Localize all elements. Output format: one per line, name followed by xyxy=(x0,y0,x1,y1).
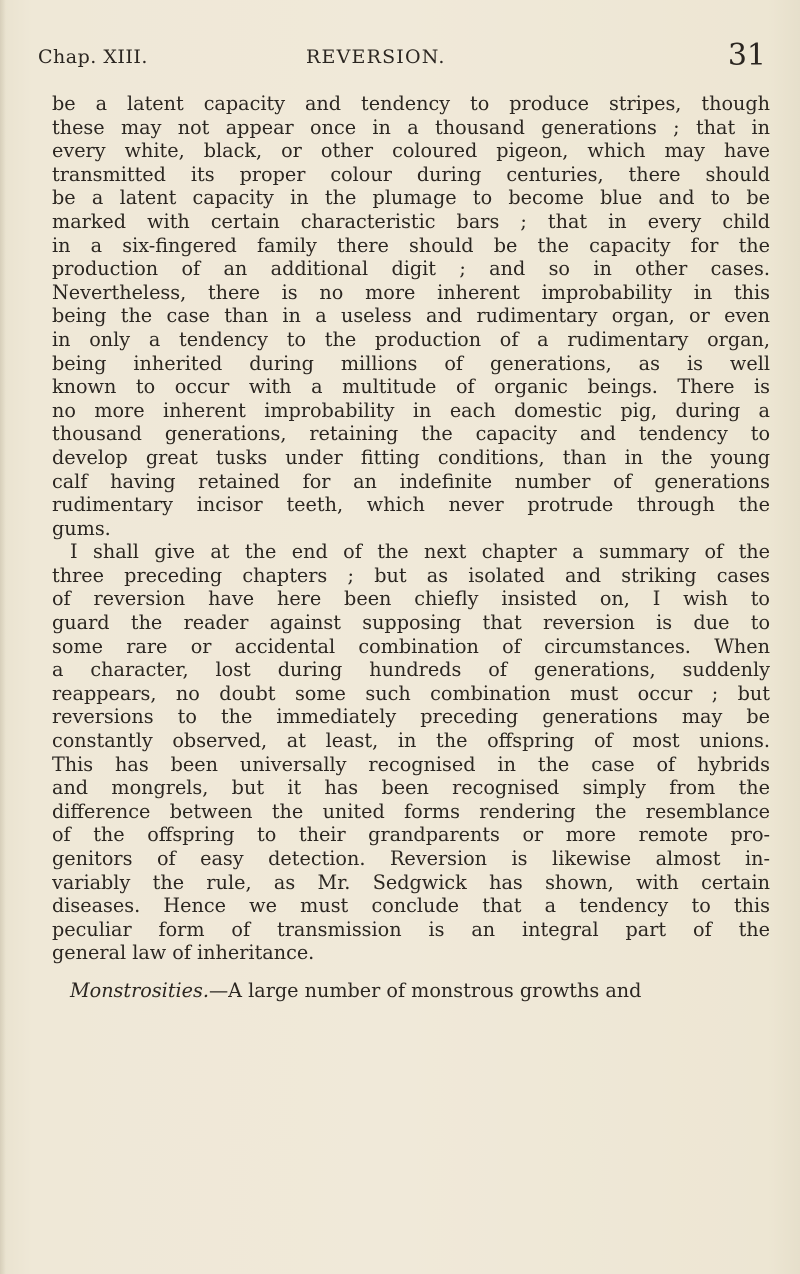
text-line: be a latent capacity in the plumage to become blue and to be xyxy=(52,186,770,210)
text-line: of reversion have here been chiefly insisted on, I wish to xyxy=(52,587,770,611)
chapter-label: Chap. XIII. xyxy=(38,46,148,68)
text-line: no more inherent improbability in each domestic pig, during a xyxy=(52,398,770,422)
section-line xyxy=(52,979,770,1003)
page-spine-shadow xyxy=(0,0,6,1274)
body-text xyxy=(52,92,770,1003)
text-line: being inherited during millions of generations, as is well xyxy=(52,351,770,375)
paragraph-1 xyxy=(52,92,770,540)
text-line: I shall give at the end of the next chapter a summary of the xyxy=(70,540,770,564)
text-line: some rare or accidental combination of circumstances. When xyxy=(52,634,770,658)
text-line: being the case than in a useless and rudimentary organ, or even xyxy=(52,304,770,328)
text-line: general law of inheritance. xyxy=(52,941,315,965)
text-line: diseases. Hence we must conclude that a tendency to this xyxy=(52,894,770,918)
text-line: known to occur with a multitude of organic beings. There is xyxy=(52,375,770,399)
text-line: in a six-fingered family there should be the capacity for the xyxy=(52,233,770,257)
text-line: production of an additional digit ; and so in other cases. xyxy=(52,257,770,281)
text-line: reappears, no doubt some such combination must occur ; but xyxy=(52,681,770,705)
text-line: gums. xyxy=(52,516,111,540)
text-line: peculiar form of transmission is an integral part of the xyxy=(52,917,770,941)
text-line: of the offspring to their grandparents or more remote pro- xyxy=(52,823,770,847)
running-header xyxy=(38,38,766,80)
text-line: in only a tendency to the production of a rudimentary organ, xyxy=(52,327,770,351)
text-line: guard the reader against supposing that reversion is due to xyxy=(52,611,770,635)
section-monstrosities xyxy=(52,979,770,1003)
text-line: reversions to the immediately preceding generations may be xyxy=(52,705,770,729)
text-line: develop great tusks under fitting conditions, than in the young xyxy=(52,445,770,469)
text-line: be a latent capacity and tendency to produce stripes, though xyxy=(52,92,770,115)
text-line: variably the rule, as Mr. Sedgwick has shown, with certain xyxy=(52,870,770,894)
text-line: Nevertheless, there is no more inherent improbability in this xyxy=(52,280,770,304)
text-line: transmitted its proper colour during centuries, there should xyxy=(52,162,770,186)
text-line: marked with certain characteristic bars ; that in every child xyxy=(52,209,770,233)
text-line: genitors of easy detection. Reversion is likewise almost in- xyxy=(52,847,770,870)
text-line: This has been universally recognised in the case of hybrids xyxy=(52,752,770,776)
text-line: calf having retained for an indefinite number of generations xyxy=(52,469,770,493)
text-line: rudimentary incisor teeth, which never protrude through the xyxy=(52,493,770,517)
text-line: and mongrels, but it has been recognised simply from the xyxy=(52,776,770,800)
page-number: 31 xyxy=(727,38,766,73)
text-line: every white, black, or other coloured pigeon, which may have xyxy=(52,139,770,163)
text-line: three preceding chapters ; but as isolated and striking cases xyxy=(52,563,770,587)
text-line: constantly observed, at least, in the offspring of most unions. xyxy=(52,729,770,753)
text-line: a character, lost during hundreds of generations, suddenly xyxy=(52,658,770,682)
section-heading: Monstrosities. xyxy=(70,978,209,1002)
section-gap xyxy=(52,965,770,979)
text-line: these may not appear once in a thousand generations ; that in xyxy=(52,115,770,139)
paragraph-2 xyxy=(52,540,770,965)
section-text: —A large number of monstrous growths and xyxy=(208,978,642,1002)
text-line: difference between the united forms rendering the resemblance xyxy=(52,799,770,823)
running-title: REVERSION. xyxy=(306,46,446,68)
text-line: thousand generations, retaining the capacity and tendency to xyxy=(52,422,770,446)
